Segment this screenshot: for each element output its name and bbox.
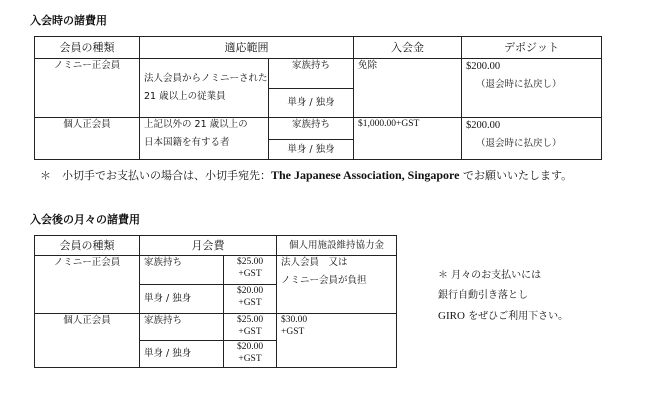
giro-label: GIRO <box>438 310 465 322</box>
monthly-fees-table <box>34 235 397 368</box>
scope-line: 日本国籍を有する者 <box>144 136 230 148</box>
header-maintenance-fee: 個人用施設維持協力金 <box>277 236 397 256</box>
member-type-cell: ノミニー正会員 <box>35 256 140 314</box>
single-cell: 単身 / 独身 <box>140 285 224 314</box>
deposit-note: （退会時に払戻し） <box>476 79 562 91</box>
deposit-amount: $200.00 <box>466 61 501 72</box>
fee-amount: $25.00 <box>236 257 264 267</box>
header-member-type: 会員の種類 <box>35 236 140 256</box>
fee-gst: +GST <box>238 268 262 279</box>
giro-note-line: ＊ 月々のお支払いには <box>438 270 542 281</box>
header-member-type: 会員の種類 <box>35 37 140 59</box>
maintenance-cell <box>277 314 397 368</box>
scope-cell <box>140 59 269 118</box>
cheque-note <box>40 167 572 183</box>
fee-amount: $25.00 <box>236 315 264 325</box>
giro-note-line: 銀行自動引き落とし <box>438 290 528 301</box>
family-cell: 家族持ち <box>140 314 224 341</box>
joining-fee-cell: 免除 <box>354 59 462 118</box>
deposit-note: （退会時に払戻し） <box>476 138 562 150</box>
section2-title: 入会後の月々の諸費用 <box>30 213 140 226</box>
fee-gst: +GST <box>238 353 262 364</box>
maintenance-line: 法人会員 又は <box>281 257 348 268</box>
cheque-note-suffix: でお願いいたします。 <box>459 169 573 182</box>
fee-amount: $20.00 <box>236 341 264 352</box>
deposit-amount: $200.00 <box>466 120 501 131</box>
table-row <box>35 59 602 89</box>
scope-line: 上記以外の 21 歳以上の <box>144 119 248 130</box>
table-row <box>35 256 397 285</box>
single-cell: 単身 / 独身 <box>140 340 224 367</box>
section1-title: 入会時の諸費用 <box>30 14 107 27</box>
member-type-cell: 個人正会員 <box>35 118 140 160</box>
header-row <box>35 236 397 256</box>
deposit-cell <box>462 118 602 160</box>
scope-line: 法人会員からノミニーされた <box>144 73 268 85</box>
payee-name: The Japanese Association, Singapore <box>271 168 460 182</box>
table-row <box>35 118 602 140</box>
giro-note <box>438 266 568 327</box>
header-deposit: デポジット <box>462 37 602 59</box>
fee-cell <box>224 285 277 314</box>
scope-line: 21 歳以上の従業員 <box>144 91 226 102</box>
table-row <box>35 314 397 341</box>
maintenance-line: ノミニー会員が負担 <box>281 274 367 286</box>
fee-cell <box>224 256 277 285</box>
single-cell: 単身 / 独身 <box>269 89 354 118</box>
maintenance-line: +GST <box>281 326 305 337</box>
joining-fee-cell: $1,000.00+GST <box>354 118 462 160</box>
family-cell: 家族持ち <box>269 118 354 140</box>
header-scope: 適応範囲 <box>140 37 354 59</box>
giro-note-rest: をぜひご利用下さい。 <box>464 311 569 322</box>
maintenance-line: $30.00 <box>281 315 308 325</box>
cheque-note-prefix: ＊ 小切手でお支払いの場合は、小切手宛先： <box>40 169 271 182</box>
header-monthly-fee: 月会費 <box>140 236 277 256</box>
deposit-cell <box>462 59 602 118</box>
fee-cell <box>224 340 277 367</box>
member-type-cell: ノミニー正会員 <box>35 59 140 118</box>
header-joining-fee: 入会金 <box>354 37 462 59</box>
scope-cell <box>140 118 269 160</box>
fee-amount: $20.00 <box>236 286 264 296</box>
maintenance-cell <box>277 256 397 314</box>
family-cell: 家族持ち <box>269 59 354 89</box>
fee-gst: +GST <box>238 297 262 308</box>
family-cell: 家族持ち <box>140 256 224 285</box>
member-type-cell: 個人正会員 <box>35 314 140 368</box>
fee-cell <box>224 314 277 341</box>
single-cell: 単身 / 独身 <box>269 140 354 160</box>
giro-note-line <box>438 306 568 327</box>
header-row <box>35 37 602 59</box>
fee-gst: +GST <box>238 326 262 337</box>
joining-fees-table <box>34 36 602 160</box>
